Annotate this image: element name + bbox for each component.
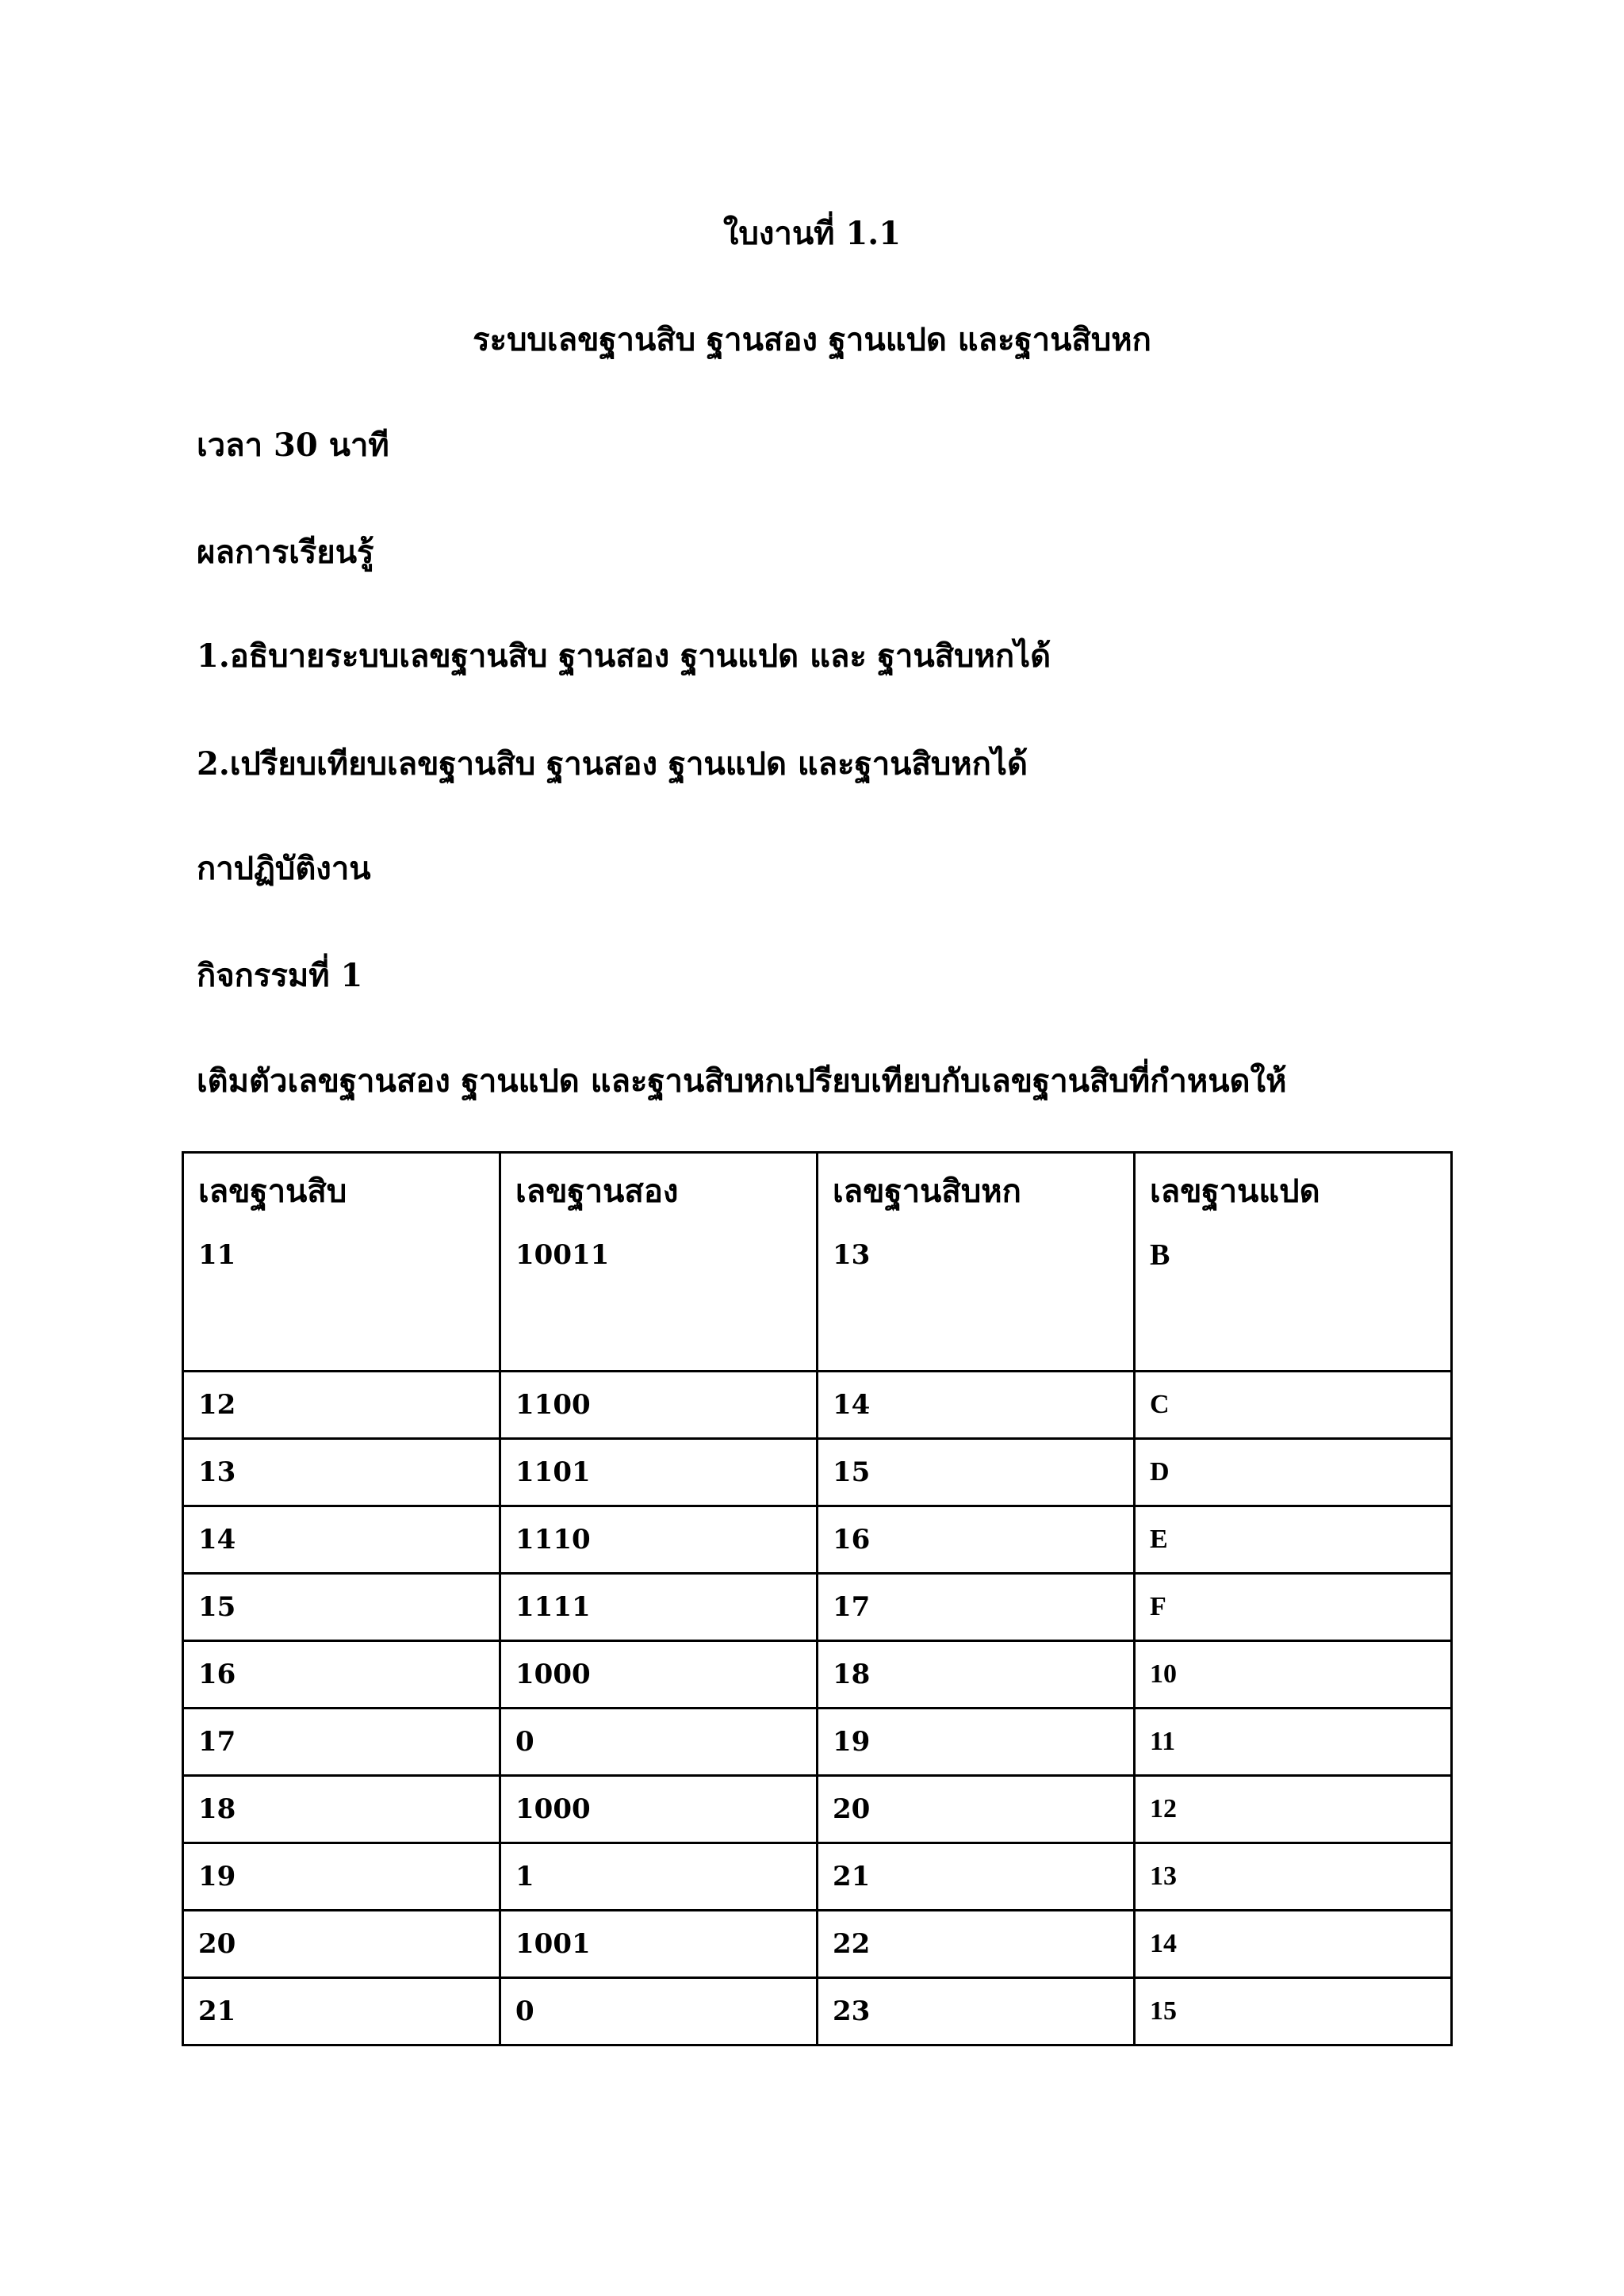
table-cell: 20 [818,1776,1135,1843]
table-header-cell [183,1153,500,1372]
table-cell: 12 [183,1372,500,1439]
table-cell: 0 [500,1709,818,1776]
table-row [183,1506,1452,1574]
table-row [183,1574,1452,1641]
table-cell: 23 [818,1978,1135,2045]
outcomes-heading: ผลการเรียนรู้ [197,534,374,571]
table-cell: 10 [1135,1641,1452,1709]
table-cell: 19 [818,1709,1135,1776]
table-cell: 1000 [500,1641,818,1709]
table-row [183,1911,1452,1978]
worksheet-title: ใบงานที่ 1.1 [722,215,902,252]
table-header-cell [1135,1153,1452,1372]
table-cell: 16 [183,1641,500,1709]
activity-instruction: เติมตัวเลขฐานสอง ฐานแปด และฐานสิบหกเปรียบเทียบกับเลขฐานสิบที่กำหนดให้ [197,1062,1287,1100]
table-row [183,1776,1452,1843]
header-octal: เลขฐานแปด [1150,1173,1320,1210]
table-row [183,1843,1452,1911]
table-cell: C [1135,1372,1452,1439]
table-cell: 14 [1135,1911,1452,1978]
table-row [183,1153,1452,1372]
table-cell: 10011 [515,1239,610,1271]
table-cell: 15 [1135,1978,1452,2045]
activity-heading: กิจกรรมที่ 1 [197,957,363,994]
table-cell: 12 [1135,1776,1452,1843]
table-cell: 1110 [500,1506,818,1574]
table-cell: E [1135,1506,1452,1574]
table-cell: 11 [1135,1709,1452,1776]
table-cell: 16 [818,1506,1135,1574]
table-cell: F [1135,1574,1452,1641]
table-cell: 13 [833,1239,871,1271]
table-row [183,1641,1452,1709]
table-header-cell [818,1153,1135,1372]
table-cell: 1101 [500,1439,818,1506]
table-cell: B [1150,1238,1170,1272]
table-cell: 21 [818,1843,1135,1911]
time-limit: เวลา 30 นาที [197,427,389,464]
table-row [183,1978,1452,2045]
table-cell: 20 [183,1911,500,1978]
table-cell: 17 [183,1709,500,1776]
table-cell: 15 [183,1574,500,1641]
table-cell: 22 [818,1911,1135,1978]
header-decimal: เลขฐานสิบ [198,1173,347,1210]
table-cell: 0 [500,1978,818,2045]
table-cell: 1000 [500,1776,818,1843]
table-cell: 1100 [500,1372,818,1439]
outcome-1: 1.อธิบายระบบเลขฐานสิบ ฐานสอง ฐานแปด และ ฐานสิบหกได้ [197,637,1051,675]
table-cell: 13 [183,1439,500,1506]
table-cell: 11 [198,1239,236,1271]
header-binary: เลขฐานสอง [515,1173,679,1210]
table-cell: 21 [183,1978,500,2045]
number-base-table [182,1151,1453,2046]
header-hexadecimal: เลขฐานสิบหก [833,1173,1021,1210]
table-row [183,1709,1452,1776]
outcome-2: 2.เปรียบเทียบเลขฐานสิบ ฐานสอง ฐานแปด และฐานสิบหกได้ [197,745,1028,783]
table-cell: 1111 [500,1574,818,1641]
table-row [183,1439,1452,1506]
table-cell: 19 [183,1843,500,1911]
table-cell: 14 [818,1372,1135,1439]
table-cell: 17 [818,1574,1135,1641]
table-cell: D [1135,1439,1452,1506]
worksheet-subtitle: ระบบเลขฐานสิบ ฐานสอง ฐานแปด และฐานสิบหก [473,321,1151,358]
table-cell: 18 [818,1641,1135,1709]
table-cell: 14 [183,1506,500,1574]
table-cell: 13 [1135,1843,1452,1911]
table-cell: 1 [500,1843,818,1911]
table-cell: 1001 [500,1911,818,1978]
table-cell: 15 [818,1439,1135,1506]
table-header-cell [500,1153,818,1372]
table-row [183,1372,1452,1439]
practice-heading: กาปฏิบัติงาน [197,850,371,887]
table-cell: 18 [183,1776,500,1843]
